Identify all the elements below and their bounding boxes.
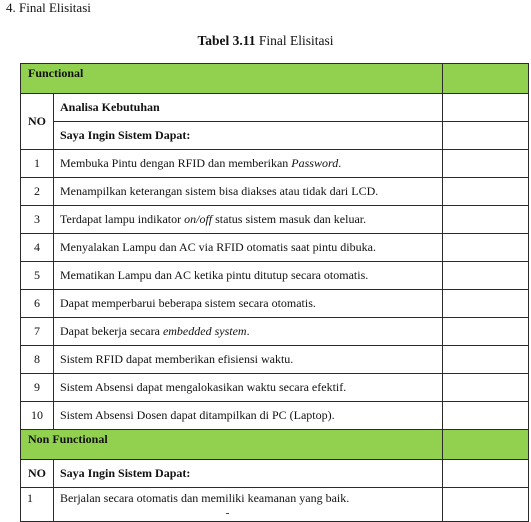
table-row: [21, 150, 529, 178]
table-row: [21, 402, 529, 430]
empty-cell: [443, 122, 529, 150]
table-row: [21, 374, 529, 402]
table-row: [21, 290, 529, 318]
no-column-header: NO: [21, 94, 54, 150]
requirement-text: Sistem RFID dapat memberikan efisiensi waktu.: [54, 346, 443, 374]
section-empty-cell: [443, 430, 529, 460]
empty-cell: [443, 460, 529, 488]
row-number: 3: [21, 206, 54, 234]
empty-cell: [443, 488, 529, 522]
empty-cell: [443, 318, 529, 346]
table-row: [21, 206, 529, 234]
nf-header-row: [21, 460, 529, 488]
nf-requirement-subheader: Saya Ingin Sistem Dapat:: [54, 460, 443, 488]
empty-cell: [443, 206, 529, 234]
elicitation-table: [20, 63, 529, 522]
table-row: [21, 346, 529, 374]
requirement-text: Mematikan Lampu dan AC ketika pintu ditutup secara otomatis.: [54, 262, 443, 290]
table-row: [21, 318, 529, 346]
empty-cell: [443, 290, 529, 318]
row-number: 1: [21, 488, 54, 522]
requirement-text: Menyalakan Lampu dan AC via RFID otomatis saat pintu dibuka.: [54, 234, 443, 262]
empty-cell: [443, 402, 529, 430]
empty-cell: [443, 178, 529, 206]
row-number: 5: [21, 262, 54, 290]
table-row: [21, 234, 529, 262]
non-functional-section-row: [21, 430, 529, 460]
empty-cell: [443, 346, 529, 374]
empty-cell: [443, 262, 529, 290]
requirement-text: Sistem Absensi Dosen dapat ditampilkan di PC (Laptop).: [54, 402, 443, 430]
row-number: 8: [21, 346, 54, 374]
non-functional-section-label: Non Functional: [21, 430, 443, 460]
requirement-text: Berjalan secara otomatis dan memiliki keamanan yang baik.: [54, 488, 443, 522]
caption-title: Final Elisitasi: [255, 33, 334, 48]
requirement-text: Menampilkan keterangan sistem bisa diakses atau tidak dari LCD.: [54, 178, 443, 206]
requirement-text: Dapat memperbarui beberapa sistem secara otomatis.: [54, 290, 443, 318]
section-empty-cell: [443, 64, 529, 94]
row-number: 1: [21, 150, 54, 178]
functional-section-row: [21, 64, 529, 94]
empty-cell: [443, 150, 529, 178]
table-caption: [0, 33, 531, 49]
nf-no-column-header: NO: [21, 460, 54, 488]
row-number: 2: [21, 178, 54, 206]
page-mark: [226, 513, 229, 514]
empty-cell: [443, 234, 529, 262]
row-number: 4: [21, 234, 54, 262]
table-row: [21, 488, 529, 522]
row-number: 9: [21, 374, 54, 402]
functional-section-label: Functional: [21, 64, 443, 94]
header-row: [21, 94, 529, 122]
requirement-text: Membuka Pintu dengan RFID dan memberikan Password.: [54, 150, 443, 178]
empty-cell: [443, 374, 529, 402]
requirement-text: Sistem Absensi dapat mengalokasikan waktu secara efektif.: [54, 374, 443, 402]
requirement-subheader: Saya Ingin Sistem Dapat:: [54, 122, 443, 150]
row-number: 7: [21, 318, 54, 346]
section-heading: 4. Final Elisitasi: [6, 0, 91, 15]
requirement-text: Dapat bekerja secara embedded system.: [54, 318, 443, 346]
requirement-text: Terdapat lampu indikator on/off status sistem masuk dan keluar.: [54, 206, 443, 234]
row-number: 6: [21, 290, 54, 318]
table-row: [21, 262, 529, 290]
empty-cell: [443, 94, 529, 122]
analysis-header: Analisa Kebutuhan: [54, 94, 443, 122]
table-row: [21, 178, 529, 206]
caption-number: Tabel 3.11: [197, 33, 256, 48]
row-number: 10: [21, 402, 54, 430]
subheader-row: [21, 122, 529, 150]
